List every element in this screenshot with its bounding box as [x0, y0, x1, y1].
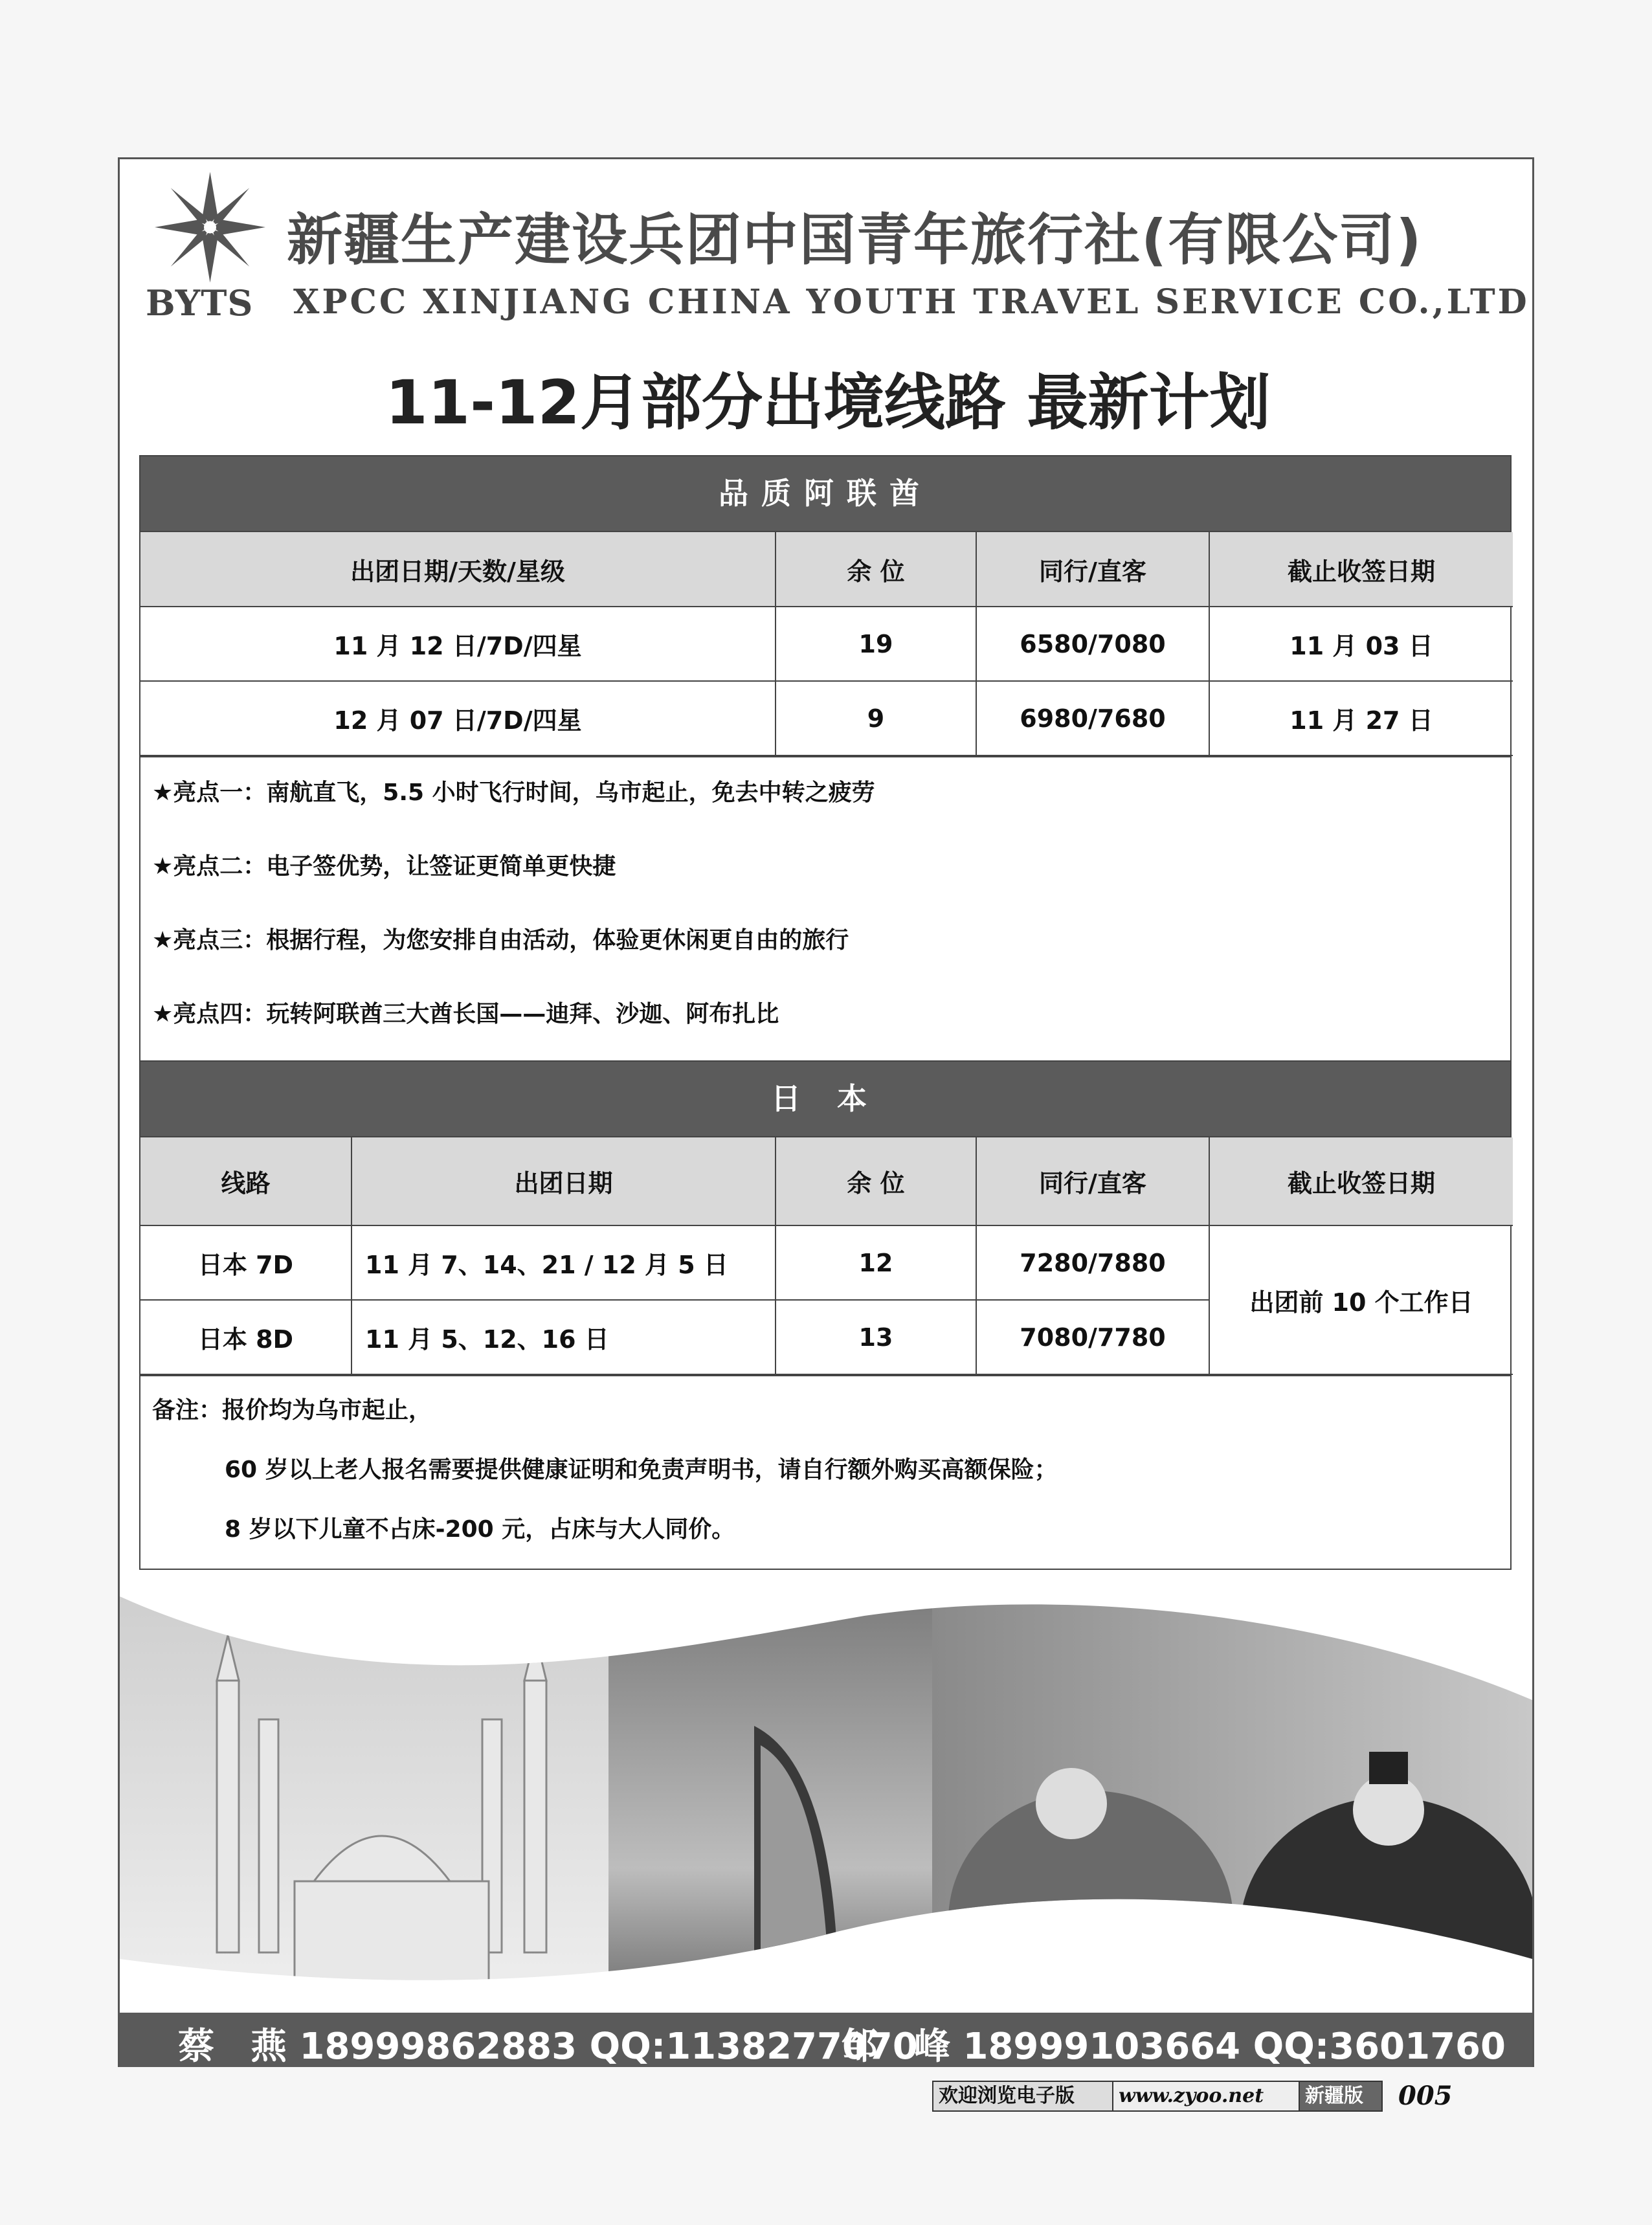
japan-row1-route: 日本 7D — [140, 1225, 352, 1300]
uae-row2-seats: 9 — [776, 681, 976, 755]
advert-card — [118, 157, 1534, 2067]
japan-row1-dates: 11 月 7、14、21 / 12 月 5 日 — [352, 1225, 776, 1300]
uae-col-deadline: 截止收签日期 — [1209, 532, 1513, 607]
contact-bar — [120, 2013, 1532, 2067]
note-1: 备注：报价均为乌市起止， — [152, 1397, 432, 1424]
highlight-3: ★亮点三：根据行程，为您安排自由活动，体验更休闲更自由的旅行 — [152, 927, 849, 954]
japan-table — [140, 1137, 1513, 1375]
uae-col-date: 出团日期/天数/星级 — [140, 532, 776, 607]
uae-row2-deadline: 11 月 27 日 — [1209, 681, 1513, 755]
highlight-2: ★亮点二：电子签优势，让签证更简单更快捷 — [152, 853, 616, 880]
table-row — [140, 607, 1513, 681]
company-name-en: XPCC XINJIANG CHINA YOUTH TRAVEL SERVICE CO.,LTD — [293, 282, 1530, 322]
uae-section — [139, 455, 1512, 1062]
brand-mark: BYTS — [146, 282, 254, 324]
japan-notes — [140, 1375, 1510, 1556]
japan-section — [139, 1060, 1512, 1570]
uae-row1-price: 6580/7080 — [976, 607, 1209, 681]
table-row — [140, 681, 1513, 755]
uae-table — [140, 532, 1513, 756]
japan-col-seats: 余 位 — [776, 1137, 976, 1225]
japan-row2-dates: 11 月 5、12、16 日 — [352, 1300, 776, 1374]
footer-url-link[interactable]: www.zyoo.net — [1112, 2081, 1300, 2112]
travel-photo-band — [120, 1596, 1532, 2050]
japan-row2-price: 7080/7780 — [976, 1300, 1209, 1374]
japan-row2-route: 日本 8D — [140, 1300, 352, 1374]
japan-col-dates: 出团日期 — [352, 1137, 776, 1225]
table-row — [140, 1225, 1513, 1300]
uae-col-seats: 余 位 — [776, 532, 976, 607]
japan-deadline: 出团前 10 个工作日 — [1209, 1225, 1513, 1374]
contact-person-1: 蔡 燕 18999862883 QQ:1138277070 — [178, 2026, 918, 2068]
japan-col-route: 线路 — [140, 1137, 352, 1225]
footer-welcome: 欢迎浏览电子版 — [932, 2081, 1113, 2112]
japan-col-deadline: 截止收签日期 — [1209, 1137, 1513, 1225]
uae-section-title: 品质阿联酋 — [140, 456, 1510, 532]
uae-row1-seats: 19 — [776, 607, 976, 681]
uae-col-price: 同行/直客 — [976, 532, 1209, 607]
footer-edition: 新疆版 — [1299, 2081, 1383, 2112]
note-3: 8 岁以下儿童不占床-200 元，占床与大人同价。 — [225, 1516, 735, 1543]
japan-col-price: 同行/直客 — [976, 1137, 1209, 1225]
highlight-1: ★亮点一：南航直飞，5.5 小时飞行时间，乌市起止，免去中转之疲劳 — [152, 779, 875, 806]
highlight-4: ★亮点四：玩转阿联酋三大酋长国——迪拜、沙迦、阿布扎比 — [152, 1001, 779, 1027]
page-number: 005 — [1398, 2081, 1453, 2111]
contact-person-2: 邹 峰 18999103664 QQ:3601760 — [842, 2026, 1506, 2068]
uae-highlights — [140, 756, 1510, 1047]
company-name-cn: 新疆生产建设兵团中国青年旅行社(有限公司) — [287, 208, 1423, 273]
japan-row1-seats: 12 — [776, 1225, 976, 1300]
japan-section-title: 日 本 — [140, 1062, 1510, 1137]
japan-row2-seats: 13 — [776, 1300, 976, 1374]
uae-row2-date: 12 月 07 日/7D/四星 — [140, 681, 776, 755]
uae-row1-deadline: 11 月 03 日 — [1209, 607, 1513, 681]
uae-row1-date: 11 月 12 日/7D/四星 — [140, 607, 776, 681]
note-2: 60 岁以上老人报名需要提供健康证明和免责声明书，请自行额外购买高额保险； — [225, 1457, 1058, 1483]
page-headline: 11-12月部分出境线路 最新计划 — [385, 368, 1271, 438]
byts-star-logo — [147, 166, 273, 289]
uae-row2-price: 6980/7680 — [976, 681, 1209, 755]
japan-row1-price: 7280/7880 — [976, 1225, 1209, 1300]
